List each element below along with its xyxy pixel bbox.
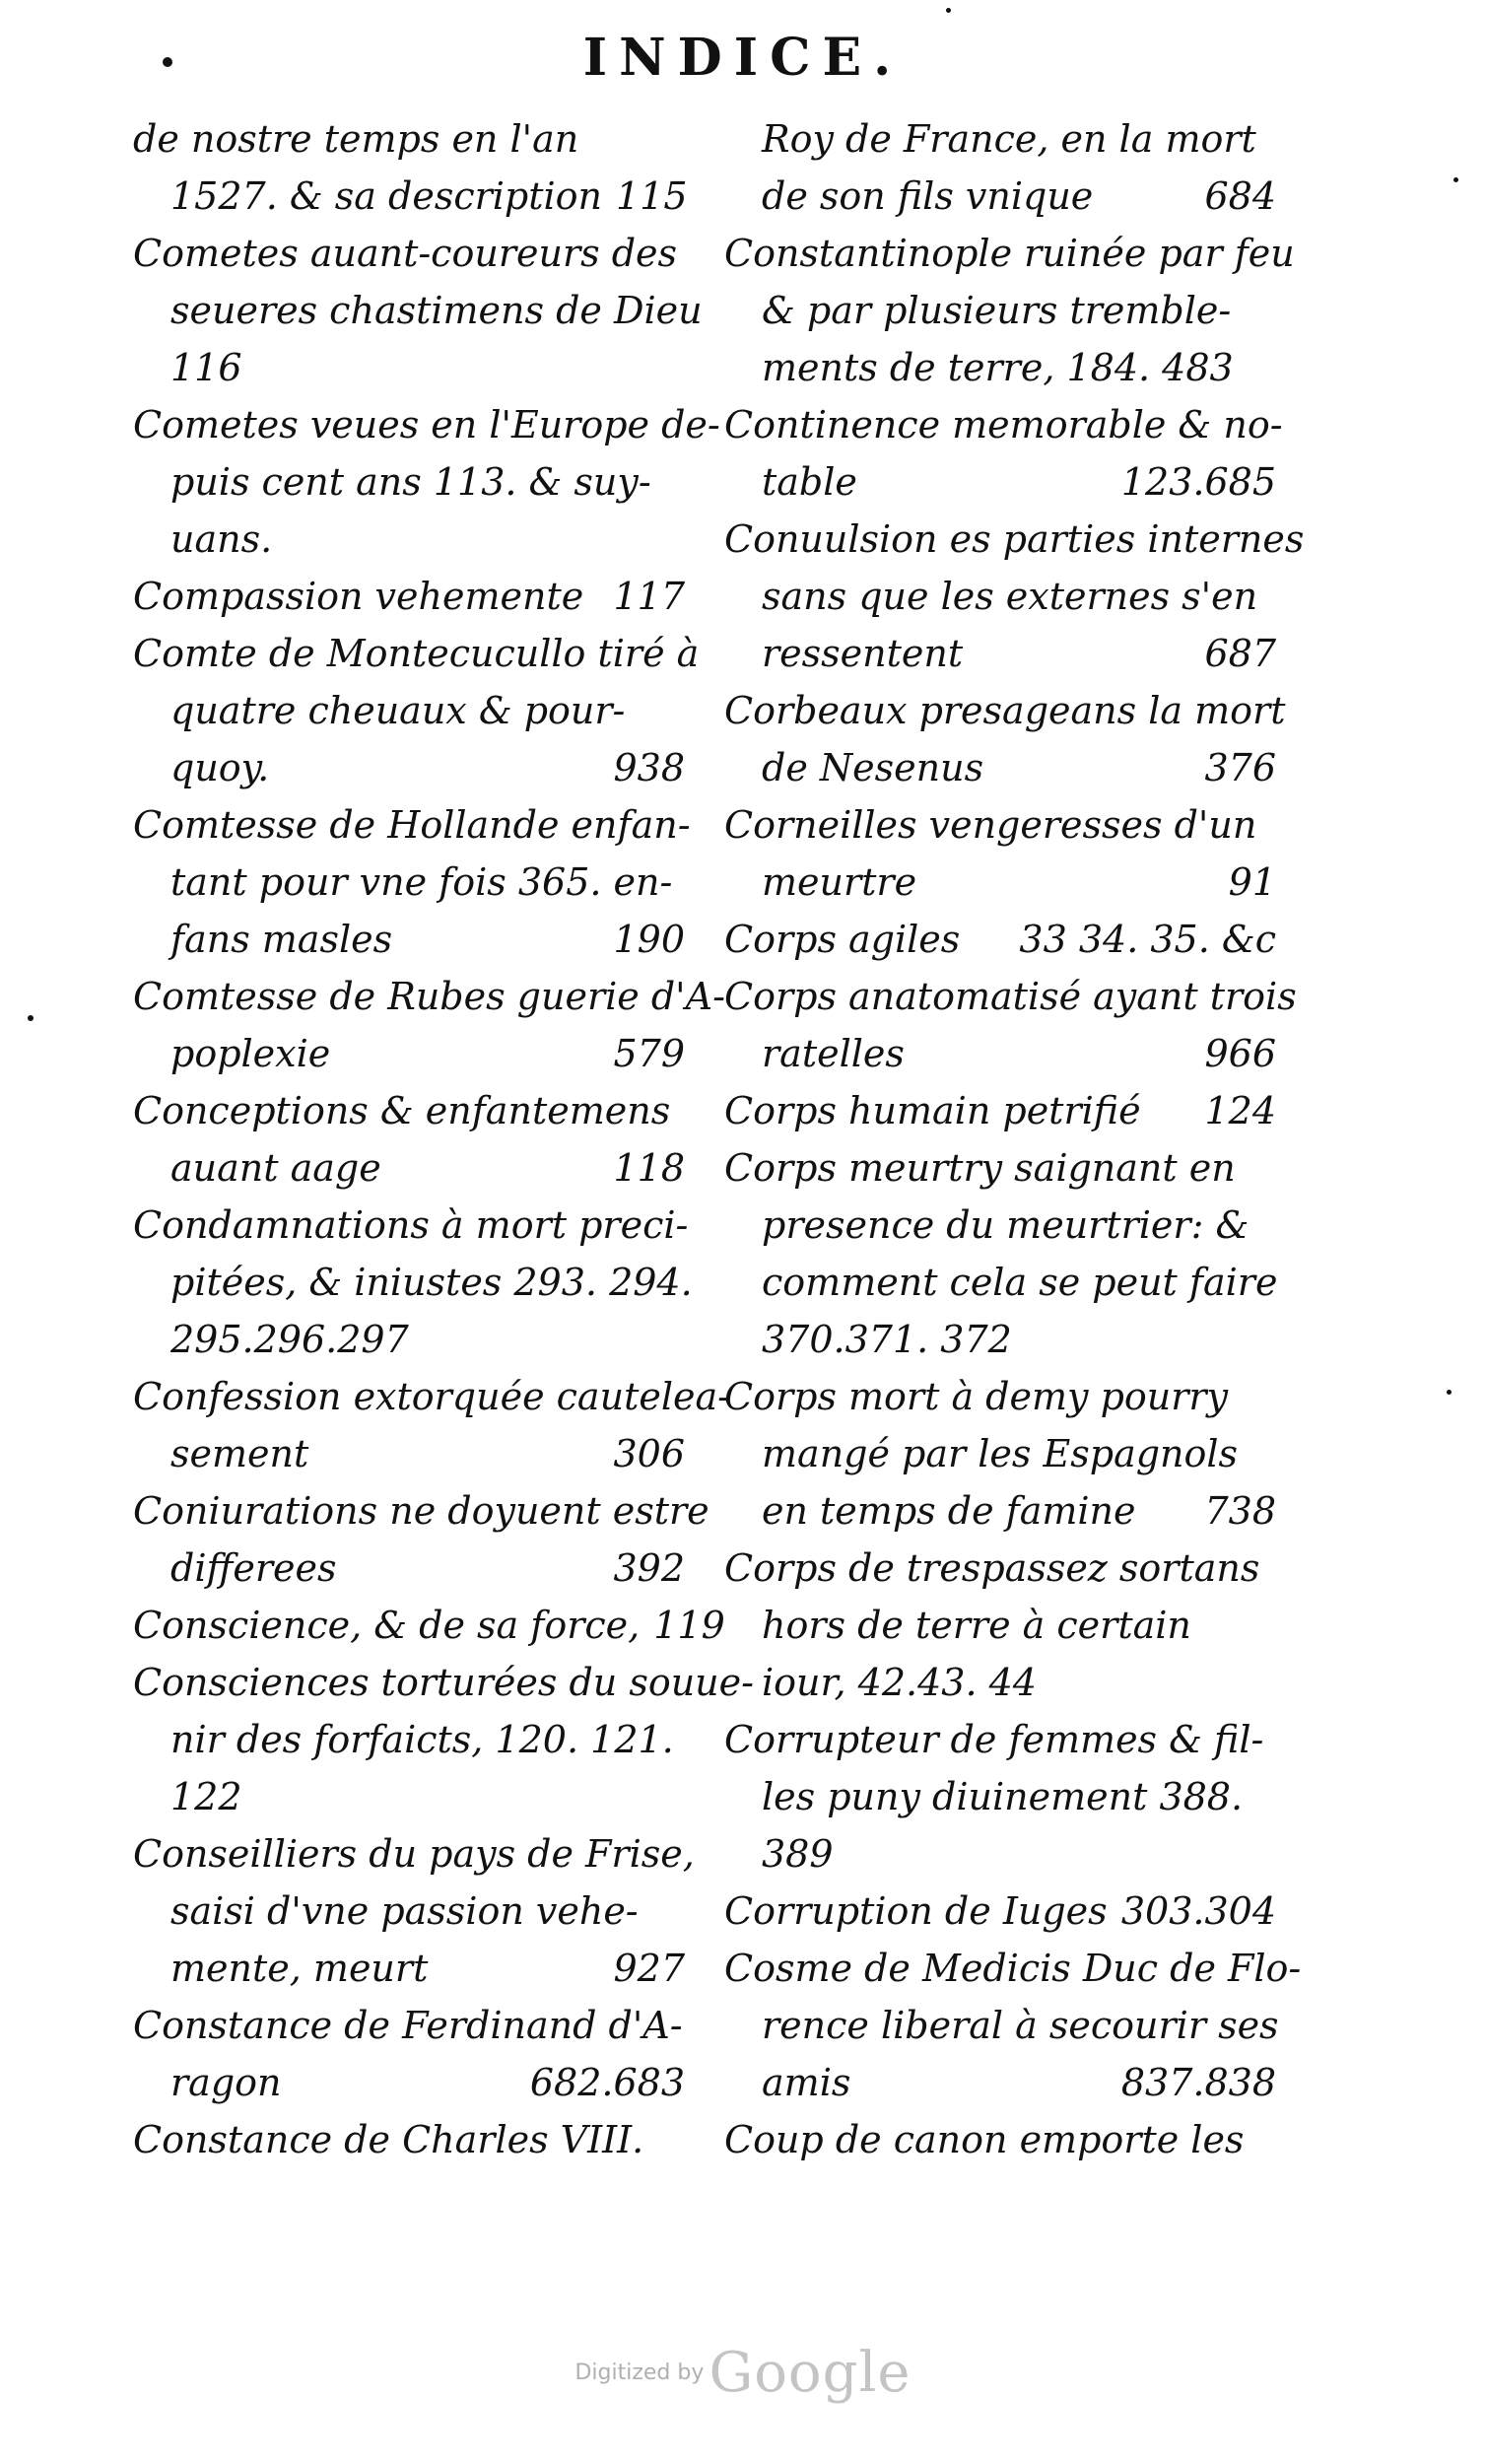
index-entry: [724, 1882, 1276, 1940]
page-reference: 938: [613, 746, 685, 789]
entry-line: [724, 396, 1283, 453]
entry-text: Coniurations ne doyuent estre: [133, 1489, 709, 1533]
entry-line: [133, 1654, 754, 1711]
entry-line: [724, 739, 1276, 796]
entry-line: [724, 110, 1276, 168]
entry-line: [724, 1540, 1276, 1597]
entry-text: meurtre: [762, 860, 917, 904]
page-reference: 966: [1204, 1032, 1276, 1075]
index-entry: [724, 682, 1286, 796]
index-entry: [724, 511, 1305, 682]
entry-text: Consciences torturées du souue-: [133, 1661, 754, 1704]
entry-text: & par plusieurs tremble-: [762, 289, 1232, 332]
entry-text: quatre cheuaux & pour-: [170, 689, 626, 732]
entry-text: Constance de Charles VIII.: [133, 2118, 644, 2161]
page-reference: 927: [613, 1947, 685, 1990]
entry-line: [724, 682, 1286, 739]
entry-line: [724, 1654, 1276, 1711]
index-entry: [133, 1597, 725, 1654]
entry-line: [133, 911, 685, 968]
entry-text: Coup de canon emporte les: [724, 2118, 1245, 2161]
page-reference: 376: [1204, 746, 1276, 789]
entry-line: [133, 339, 685, 396]
entry-line: [133, 1082, 685, 1139]
entry-line: [133, 168, 688, 225]
entry-text: Continence memorable & no-: [724, 403, 1283, 446]
entry-text: ments de terre, 184. 483: [762, 346, 1234, 389]
index-entry: [724, 911, 1276, 968]
entry-line: [133, 2111, 685, 2168]
index-entry: [724, 110, 1276, 225]
entry-line: [724, 1482, 1276, 1540]
entry-line: [724, 1311, 1276, 1368]
google-logo: Google: [709, 2341, 912, 2405]
entry-text: 1527. & sa description: [170, 174, 603, 218]
page-header: INDICE.: [582, 28, 904, 88]
entry-line: [724, 796, 1276, 854]
entry-text: Corps humain petrifié: [724, 1089, 1141, 1132]
entry-text: Corps anatomatisé ayant trois: [724, 975, 1297, 1018]
entry-line: [724, 1882, 1276, 1940]
entry-line: [724, 1425, 1276, 1482]
entry-line: [133, 1540, 685, 1597]
entry-text: Corps agiles: [724, 918, 961, 961]
page-reference: 124: [1204, 1089, 1276, 1132]
entry-text: ragon: [170, 2061, 282, 2104]
left-column: [133, 110, 754, 2168]
entry-text: de Nesenus: [762, 746, 984, 789]
entry-line: [724, 968, 1297, 1025]
page-reference: 579: [613, 1032, 685, 1075]
index-entry: [133, 2111, 685, 2168]
entry-line: [724, 2111, 1276, 2168]
entry-line: [724, 339, 1276, 396]
entry-line: [133, 682, 685, 739]
entry-text: Roy de France, en la mort: [762, 117, 1256, 161]
index-entry: [133, 110, 688, 225]
entry-text: poplexie: [170, 1032, 331, 1075]
page-reference: 306: [613, 1432, 685, 1475]
entry-text: amis: [762, 2061, 851, 2104]
page-reference: 682.683: [529, 2061, 685, 2104]
entry-line: [724, 1825, 1276, 1882]
entry-text: ressentent: [762, 632, 964, 675]
entry-text: Confession extorquée cautelea-: [133, 1375, 730, 1418]
index-entry: [724, 225, 1295, 396]
entry-line: [133, 1768, 685, 1825]
index-entry: [133, 1082, 685, 1197]
entry-text: iour, 42.43. 44: [762, 1661, 1037, 1704]
page-reference: 33 34. 35. &c: [1019, 918, 1276, 961]
entry-text: mente, meurt: [170, 1947, 429, 1990]
index-entry: [133, 1654, 754, 1825]
entry-text: de son fils vnique: [762, 174, 1094, 218]
index-entry: [133, 968, 725, 1082]
entry-line: [133, 1597, 725, 1654]
watermark-prefix: Digitized by: [574, 2361, 705, 2385]
entry-text: hors de terre à certain: [762, 1604, 1191, 1647]
index-entry: [133, 1368, 730, 1482]
index-entry: [133, 1825, 695, 1997]
entry-line: [133, 796, 691, 854]
page-reference: 117: [613, 575, 685, 618]
entry-line: [724, 282, 1276, 339]
entry-line: [724, 1254, 1276, 1311]
entry-line: [724, 1597, 1276, 1654]
entry-text: Comtesse de Hollande enfan-: [133, 803, 691, 847]
entry-line: [133, 739, 685, 796]
page-reference: 303.304: [1120, 1889, 1276, 1933]
entry-text: en temps de famine: [762, 1489, 1136, 1533]
entry-line: [133, 968, 725, 1025]
entry-text: pitées, & iniustes 293. 294.: [170, 1261, 693, 1304]
entry-text: 370.371. 372: [762, 1318, 1012, 1361]
right-column: [724, 110, 1305, 2168]
entry-line: [133, 110, 685, 168]
index-entry: [133, 1197, 693, 1368]
entry-line: [724, 911, 1276, 968]
entry-text: Corruption de Iuges: [724, 1889, 1108, 1933]
index-entry: [133, 396, 720, 568]
entry-line: [724, 1139, 1276, 1197]
entry-line: [133, 1711, 685, 1768]
entry-text: presence du meurtrier: &: [762, 1203, 1250, 1247]
entry-text: Constantinople ruinée par feu: [724, 232, 1295, 275]
entry-text: rence liberal à secourir ses: [762, 2004, 1279, 2047]
entry-text: quoy.: [170, 746, 270, 789]
entry-text: Comte de Montecucullo tiré à: [133, 632, 700, 675]
index-entry: [724, 796, 1276, 911]
entry-text: Corrupteur de femmes & fil-: [724, 1718, 1264, 1761]
entry-text: Corps meurtry saignant en: [724, 1146, 1236, 1190]
entry-line: [133, 1940, 685, 1997]
entry-text: table: [762, 460, 857, 504]
page-reference: 190: [613, 918, 685, 961]
entry-text: Constance de Ferdinand d'A-: [133, 2004, 683, 2047]
entry-text: nir des forfaicts, 120. 121.: [170, 1718, 674, 1761]
entry-text: 116: [170, 346, 242, 389]
page-reference: 684: [1204, 174, 1276, 218]
entry-line: [133, 1825, 695, 1882]
entry-text: puis cent ans 113. & suy-: [170, 460, 651, 504]
scan-speck: [28, 1015, 34, 1021]
entry-line: [133, 1139, 685, 1197]
entry-text: mangé par les Espagnols: [762, 1432, 1239, 1475]
scan-speck: [1447, 1390, 1452, 1395]
entry-line: [133, 1311, 685, 1368]
entry-line: [133, 396, 720, 453]
entry-line: [133, 1025, 685, 1082]
page-reference: 123.685: [1120, 460, 1276, 504]
entry-text: Comtesse de Rubes guerie d'A-: [133, 975, 725, 1018]
page-reference: 118: [613, 1146, 685, 1190]
page-reference: 115: [616, 174, 688, 218]
entry-text: Corbeaux presageans la mort: [724, 689, 1286, 732]
entry-text: Cosme de Medicis Duc de Flo-: [724, 1947, 1302, 1990]
entry-line: [724, 225, 1295, 282]
entry-text: ratelles: [762, 1032, 905, 1075]
entry-line: [724, 625, 1276, 682]
entry-line: [133, 225, 685, 282]
entry-text: Cometes auant-coureurs des: [133, 232, 678, 275]
entry-line: [724, 511, 1305, 568]
index-entry: [724, 1940, 1302, 2111]
entry-text: Condamnations à mort preci-: [133, 1203, 689, 1247]
entry-line: [133, 282, 703, 339]
entry-line: [724, 1025, 1276, 1082]
entry-text: Compassion vehemente: [133, 575, 584, 618]
entry-text: de nostre temps en l'an: [133, 117, 579, 161]
index-entry: [133, 1482, 709, 1597]
entry-text: sement: [170, 1432, 309, 1475]
entry-text: Conuulsion es parties internes: [724, 517, 1305, 561]
entry-line: [133, 2054, 685, 2111]
scan-speck: [946, 8, 951, 13]
entry-line: [133, 1197, 689, 1254]
index-entry: [724, 1082, 1276, 1139]
entry-text: Conscience, & de sa force,: [133, 1604, 641, 1647]
entry-text: sans que les externes s'en: [762, 575, 1258, 618]
entry-text: Corneilles vengeresses d'un: [724, 803, 1257, 847]
entry-text: comment cela se peut faire: [762, 1261, 1278, 1304]
entry-line: [133, 1254, 693, 1311]
page-reference: 738: [1204, 1489, 1276, 1533]
entry-text: 389: [762, 1832, 834, 1876]
entry-text: 295.296.297: [170, 1318, 409, 1361]
index-entry: [724, 396, 1283, 511]
digitized-watermark: [0, 2341, 1486, 2405]
entry-text: uans.: [170, 517, 273, 561]
index-entry: [133, 1997, 685, 2111]
entry-line: [133, 453, 685, 511]
index-entry: [133, 568, 685, 625]
index-entry: [724, 968, 1297, 1082]
index-entry: [724, 1139, 1276, 1368]
entry-line: [724, 1997, 1279, 2054]
index-entry: [724, 2111, 1276, 2168]
entry-text: Conceptions & enfantemens: [133, 1089, 671, 1132]
entry-line: [133, 568, 685, 625]
index-entry: [133, 625, 700, 796]
index-entry: [724, 1540, 1276, 1711]
index-entry: [133, 225, 703, 396]
page-reference: 392: [613, 1546, 685, 1590]
entry-line: [724, 1940, 1302, 1997]
entry-line: [724, 168, 1276, 225]
entry-line: [133, 1997, 685, 2054]
scan-speck: [163, 57, 172, 67]
entry-text: 122: [170, 1775, 242, 1818]
entry-line: [133, 511, 685, 568]
index-entry: [133, 796, 691, 968]
entry-text: auant aage: [170, 1146, 381, 1190]
entry-line: [133, 854, 685, 911]
entry-text: fans masles: [170, 918, 393, 961]
entry-text: Corps mort à demy pourry: [724, 1375, 1229, 1418]
entry-text: Conseilliers du pays de Frise,: [133, 1832, 695, 1876]
entry-line: [133, 625, 700, 682]
entry-line: [724, 1368, 1276, 1425]
entry-text: saisi d'vne passion vehe-: [170, 1889, 639, 1933]
entry-line: [724, 854, 1276, 911]
page-reference: 837.838: [1120, 2061, 1276, 2104]
entry-text: differees: [170, 1546, 337, 1590]
entry-line: [133, 1425, 685, 1482]
entry-line: [724, 1768, 1276, 1825]
index-entry: [724, 1711, 1276, 1882]
entry-line: [133, 1882, 685, 1940]
entry-line: [724, 2054, 1276, 2111]
entry-line: [133, 1482, 709, 1540]
entry-text: les puny diuinement 388.: [762, 1775, 1244, 1818]
entry-line: [724, 453, 1276, 511]
entry-text: Cometes veues en l'Europe de-: [133, 403, 720, 446]
entry-text: tant pour vne fois 365. en-: [170, 860, 673, 904]
entry-text: Corps de trespassez sortans: [724, 1546, 1260, 1590]
entry-line: [724, 1197, 1276, 1254]
page-reference: 687: [1204, 632, 1276, 675]
index-entry: [724, 1368, 1276, 1540]
entry-line: [724, 568, 1276, 625]
page-reference: 119: [653, 1604, 725, 1647]
entry-line: [724, 1711, 1276, 1768]
entry-text: seueres chastimens de Dieu: [170, 289, 703, 332]
entry-line: [133, 1368, 730, 1425]
scan-speck: [1453, 177, 1458, 182]
entry-line: [724, 1082, 1276, 1139]
page-reference: 91: [1228, 860, 1276, 904]
